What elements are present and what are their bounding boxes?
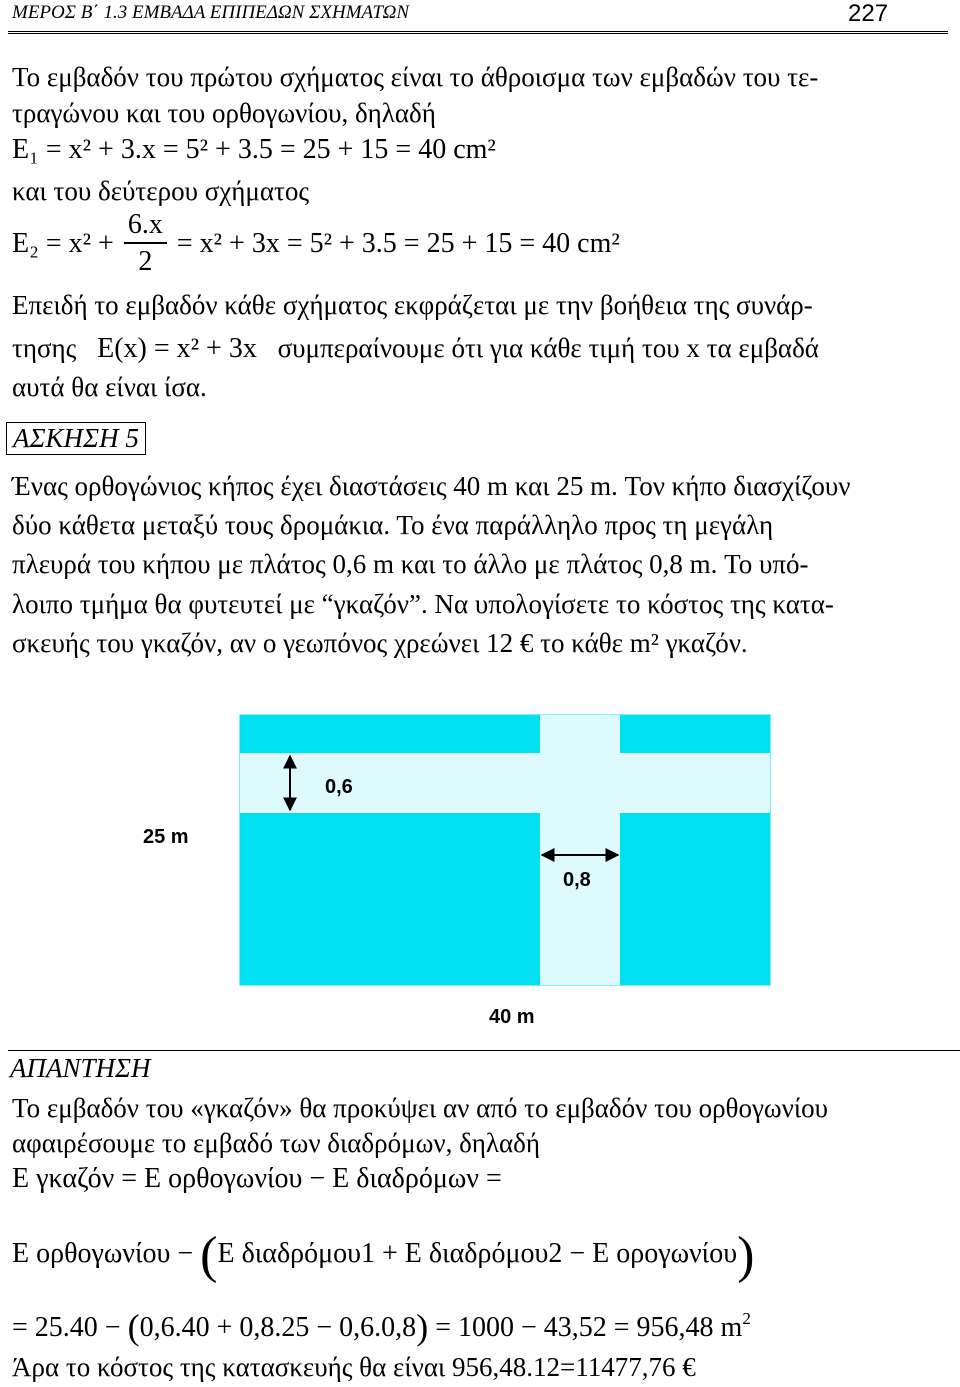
text-fragment: τησης bbox=[12, 333, 77, 363]
exercise-line: δύο κάθετα μεταξύ τους δρομάκια. Το ένα παράλληλο προς τη μεγάλη bbox=[12, 510, 774, 540]
section-header: ΜΕΡΟΣ Β΄ 1.3 ΕΜΒΑΔΑ ΕΠΙΠΕΔΩΝ ΣΧΗΜΑΤΩΝ bbox=[12, 2, 410, 23]
answer-title: ΑΠΑΝΤΗΣΗ bbox=[10, 1053, 151, 1083]
text-fragment: συμπεραίνουμε ότι για κάθε τιμή του x τα εμβαδά bbox=[277, 333, 819, 363]
exercise-line: σκευής του γκαζόν, αν ο γεωπόνος χρεώνει 12 € το κάθε m² γκαζόν. bbox=[12, 628, 748, 658]
equation-term: = 1000 − 43,52 = 956,48 m bbox=[435, 1312, 743, 1343]
page-number: 227 bbox=[848, 0, 889, 27]
equation-expanded bbox=[12, 1227, 755, 1284]
left-paren-icon: ( bbox=[200, 1227, 218, 1284]
vertical-path bbox=[540, 715, 620, 985]
exercise-title: ΑΣΚΗΣΗ 5 bbox=[6, 422, 146, 455]
answer-line: αφαιρέσουμε το εμβαδό των διαδρόμων, δηλαδή bbox=[12, 1128, 540, 1158]
paragraph-line: αυτά θα είναι ίσα. bbox=[12, 372, 207, 402]
right-paren-icon: ) bbox=[416, 1307, 429, 1347]
paragraph-line bbox=[12, 333, 819, 365]
right-paren-icon: ) bbox=[737, 1227, 755, 1284]
exponent: 2 bbox=[742, 1309, 751, 1328]
header-divider bbox=[8, 31, 948, 34]
left-paren-icon: ( bbox=[127, 1307, 140, 1347]
equation-term: E διαδρόμου1 + E διαδρόμου2 − E ορογωνίου bbox=[217, 1238, 738, 1269]
exercise-line: λοιπο τμήμα θα φυτευτεί με “γκαζόν”. Να υπολογίσετε το κόστος της κατα- bbox=[12, 589, 834, 619]
equation-grass: E γκαζόν = E ορθογωνίου − E διαδρόμων = bbox=[12, 1163, 502, 1194]
label-vertical-path: 0,8 bbox=[563, 869, 591, 891]
exercise-line: Ένας ορθογώνιος κήπος έχει διαστάσεις 40 m και 25 m. Τον κήπο διασχίζουν bbox=[12, 471, 851, 501]
equation-term: = 25.40 − bbox=[12, 1312, 121, 1343]
function-expression: E(x) = x² + 3x bbox=[97, 333, 257, 364]
equation-numeric bbox=[12, 1307, 751, 1347]
fraction bbox=[124, 208, 167, 280]
paragraph-line: Επειδή το εμβαδόν κάθε σχήματος εκφράζεται με την βοήθεια της συνάρ- bbox=[12, 290, 813, 320]
garden-figure bbox=[0, 700, 960, 1040]
label-width: 40 m bbox=[489, 1006, 535, 1028]
fraction-numerator: 6.x bbox=[124, 208, 167, 244]
paragraph-line: Το εμβαδόν του πρώτου σχήματος είναι το άθροισμα των εμβαδών του τε- bbox=[12, 62, 819, 92]
exercise-line: πλευρά του κήπου με πλάτος 0,6 m και το άλλο με πλάτος 0,8 m. Το υπό- bbox=[12, 549, 809, 579]
horizontal-path bbox=[240, 753, 770, 813]
equation-term: E ορθογωνίου − bbox=[12, 1238, 194, 1269]
fraction-denominator: 2 bbox=[138, 246, 153, 277]
paragraph-line: και του δεύτερου σχήματος bbox=[12, 176, 310, 206]
equation-e2-rhs: = x² + 3x = 5² + 3.5 = 25 + 15 = 40 cm² bbox=[176, 228, 620, 259]
section-divider bbox=[8, 1050, 960, 1051]
answer-line: Το εμβαδόν του «γκαζόν» θα προκύψει αν από το εμβαδόν του ορθογωνίου bbox=[12, 1093, 829, 1123]
paragraph-line: τραγώνου και του ορθογωνίου, δηλαδή bbox=[12, 98, 436, 128]
equation-term: 0,6.40 + 0,8.25 − 0,6.0,8 bbox=[139, 1312, 417, 1343]
conclusion-line: Άρα το κόστος της κατασκευής θα είναι 956,48.12=11477,76 € bbox=[12, 1352, 696, 1382]
equation-e1: E₁ = x² + 3.x = 5² + 3.5 = 25 + 15 = 40 cm² bbox=[12, 134, 496, 165]
equation-e2 bbox=[12, 208, 620, 280]
equation-e2-lhs: E₂ = x² + bbox=[12, 228, 114, 259]
label-height: 25 m bbox=[143, 826, 189, 848]
label-horizontal-path: 0,6 bbox=[325, 776, 353, 798]
